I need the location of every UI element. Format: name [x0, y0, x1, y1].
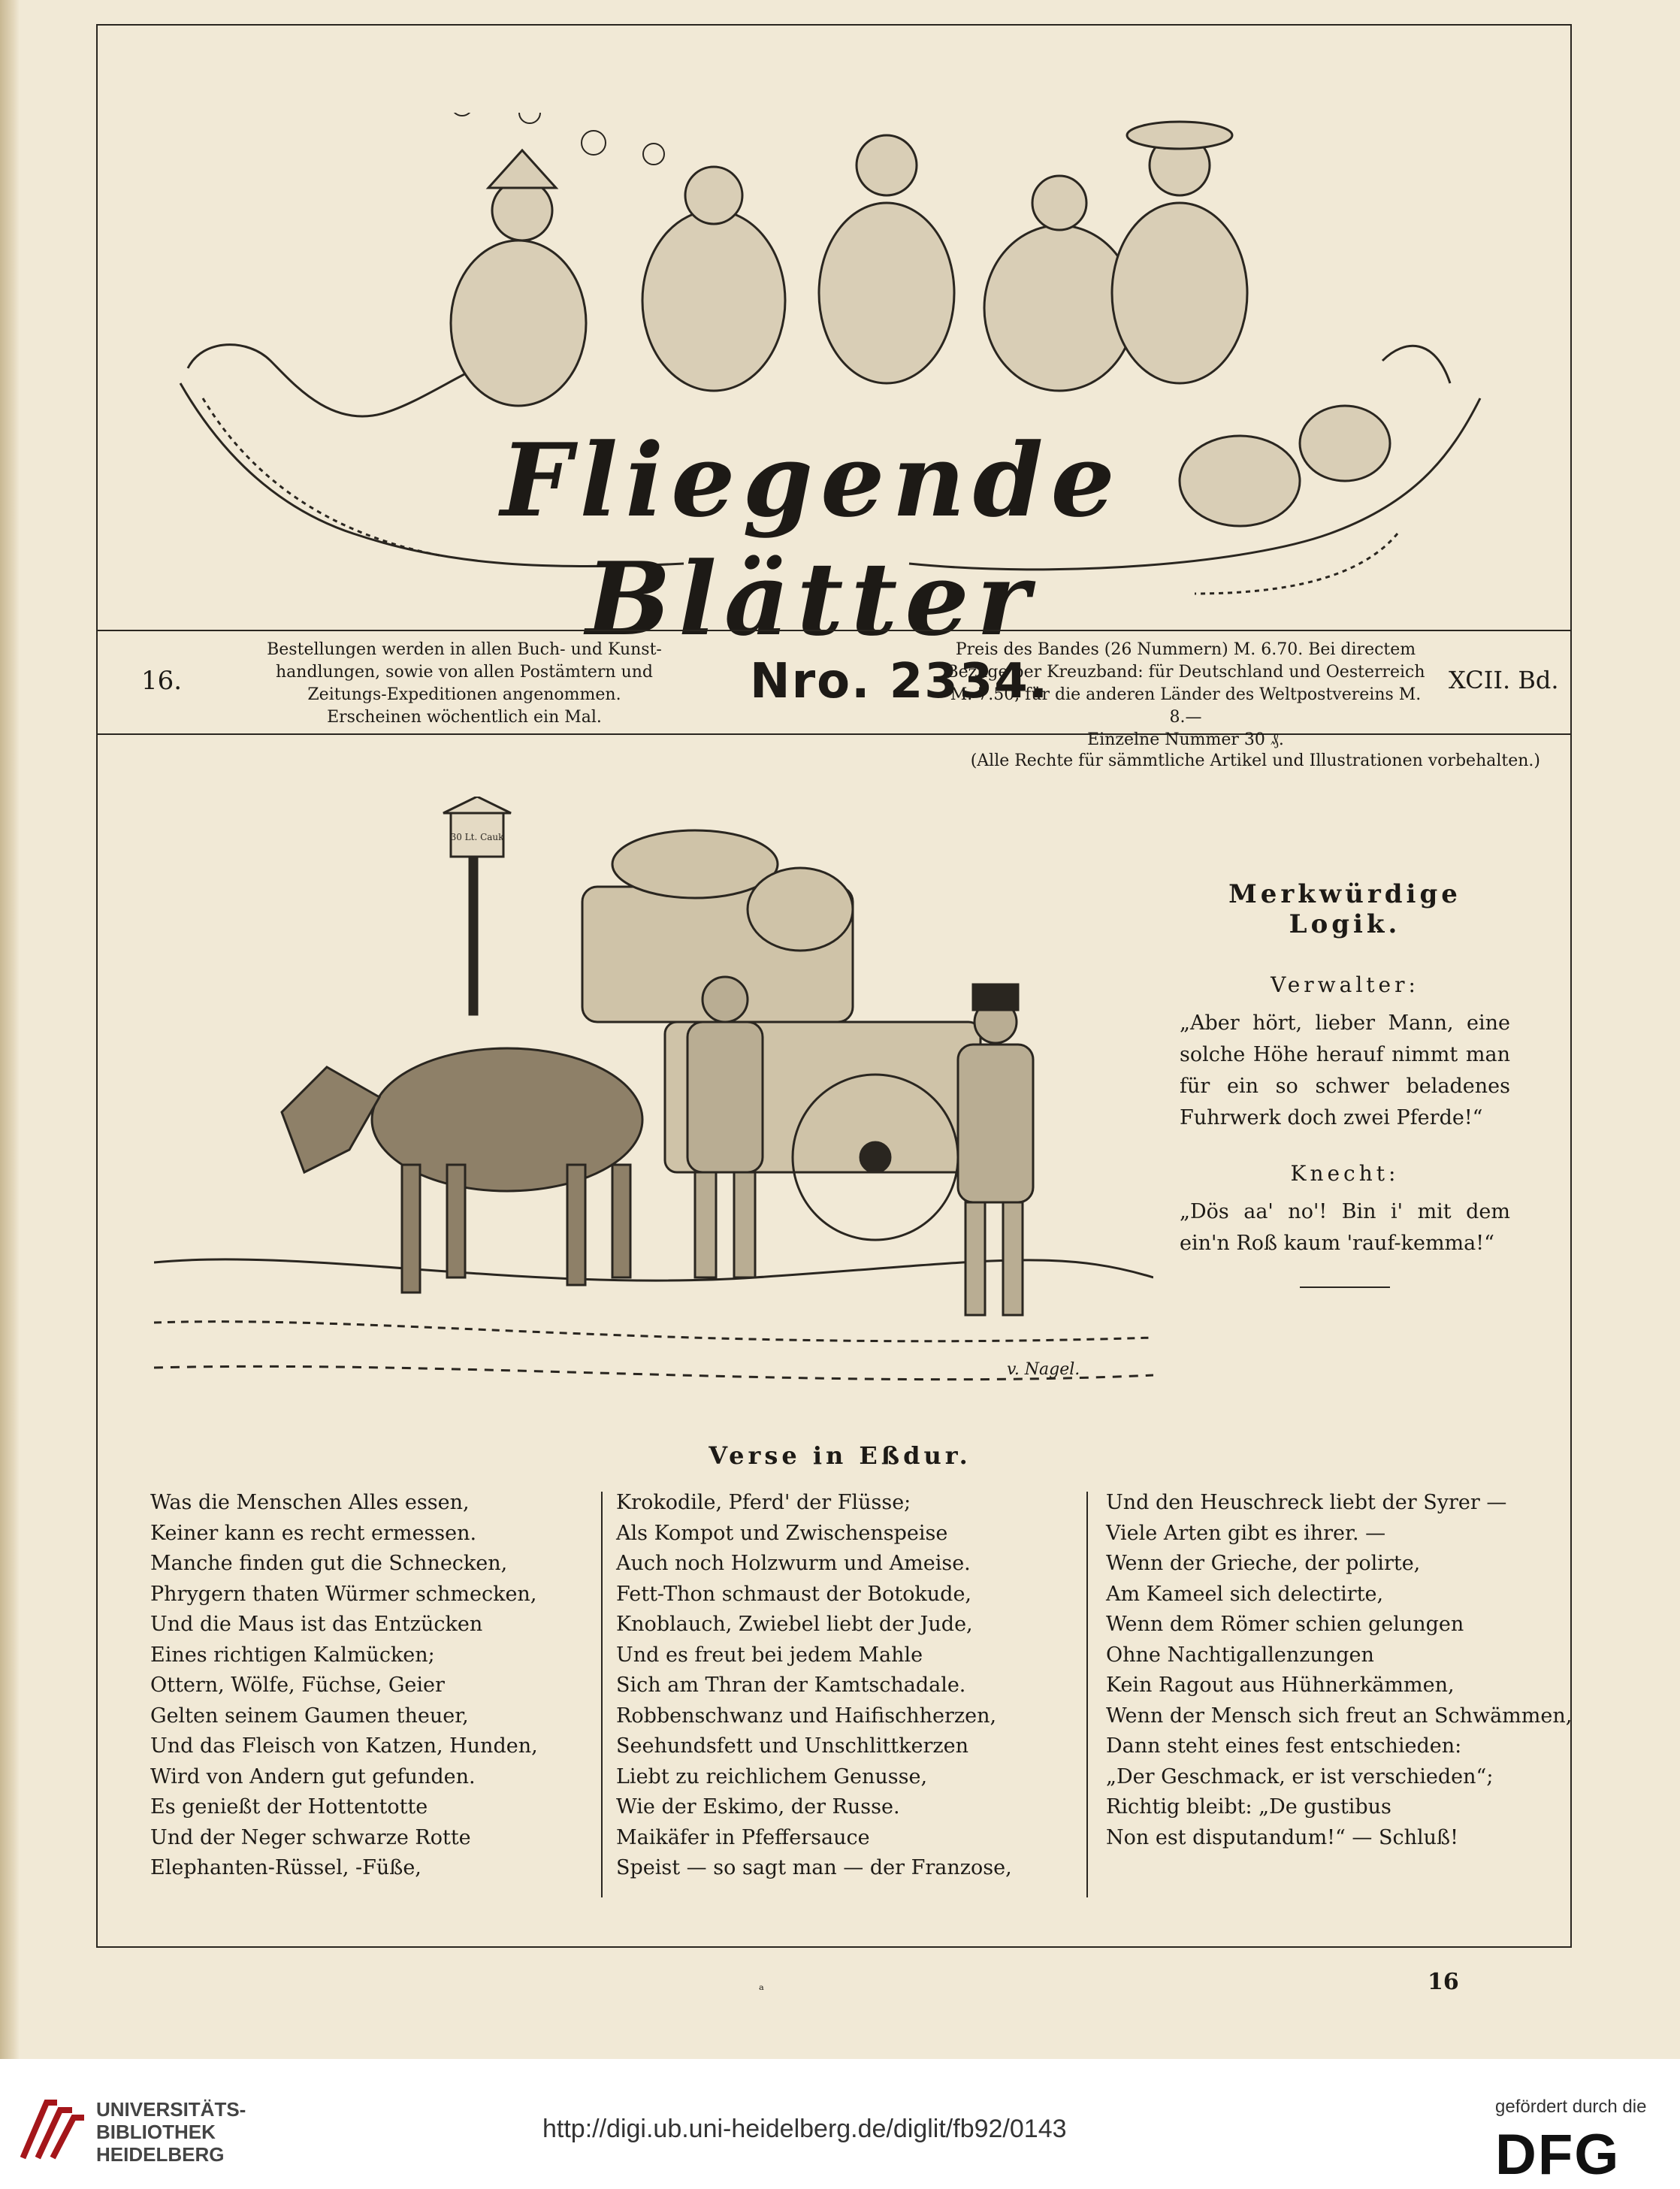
price-line: Bezuge per Kreuzband: für Deutschland und Oesterreich — [946, 663, 1425, 682]
funded-by-label: gefördert durch die — [1495, 2097, 1647, 2117]
university-name — [96, 2098, 246, 2166]
info-bar — [96, 630, 1572, 749]
verse-line: Manche finden gut die Schnecken, — [150, 1552, 508, 1575]
volume-number: XCII. Bd. — [1449, 666, 1559, 694]
verse-line: „Der Geschmack, er ist verschieden“; — [1106, 1764, 1494, 1788]
speech-servant: „Dös aa' no'! Bin i' mit dem ein'n Roß kaum 'rauf-kemma!“ — [1180, 1200, 1510, 1255]
verse-line: Phrygern thaten Würmer schmecken, — [150, 1582, 537, 1606]
university-logo-icon — [17, 2095, 86, 2164]
verse-column-3 — [1106, 1488, 1573, 1853]
book-spine-shadow — [0, 0, 20, 2059]
verse-line: Und es freut bei jedem Mahle — [616, 1643, 923, 1667]
verse-line: Wird von Andern gut gefunden. — [150, 1764, 476, 1788]
verse-line: Elephanten-Rüssel, -Füße, — [150, 1856, 422, 1879]
ordering-line: Zeitungs-Expeditionen angenommen. — [307, 685, 621, 704]
verse-column-1 — [150, 1488, 586, 1884]
page-mark: ᵃ — [759, 1982, 764, 1998]
verse-line: Als Kompot und Zwischenspeise — [616, 1521, 948, 1545]
sign-text: 30 Lt. Cauk — [450, 832, 504, 842]
ordering-line: handlungen, sowie von allen Postämtern und — [275, 663, 653, 682]
verse-line: Und die Maus ist das Entzücken — [150, 1613, 483, 1636]
verse-column-2 — [616, 1488, 1067, 1884]
verse-line: Wenn dem Römer schien gelungen — [1106, 1613, 1464, 1636]
verse-line: Seehundsfett und Unschlittkerzen — [616, 1734, 968, 1758]
masthead-title: Fliegende Blätter — [500, 421, 1123, 658]
price-line: M. 7.50, für die anderen Länder des Weltpostvereins M. 8.— — [950, 685, 1422, 727]
verse-line: Maikäfer in Pfeffersauce — [616, 1825, 870, 1849]
verse-line: Kein Ragout aus Hühnerkämmen, — [1106, 1673, 1455, 1697]
verse-line: Dann steht eines fest entschieden: — [1106, 1734, 1462, 1758]
verse-line: Eines richtigen Kalmücken; — [150, 1643, 435, 1667]
cart-illustration — [154, 797, 1153, 1398]
verse-line: Es genießt der Hottentotte — [150, 1795, 428, 1819]
verse-title: Verse in Eßdur. — [709, 1441, 971, 1470]
price-info — [945, 639, 1426, 751]
speech-manager: „Aber hört, lieber Mann, eine solche Höhe herauf nimmt man für ein so schwer beladenes Fuhrwerk doch zwei Pferde!“ — [1180, 1011, 1510, 1129]
verse-line: Wenn der Grieche, der polirte, — [1106, 1552, 1421, 1575]
artist-signature: v. Nagel. — [1007, 1360, 1080, 1379]
verse-line: Richtig bleibt: „De gustibus — [1106, 1795, 1391, 1819]
verse-line: Liebt zu reichlichem Genusse, — [616, 1764, 928, 1788]
speaker-manager: Verwalter: — [1271, 972, 1419, 997]
ordering-info — [201, 639, 727, 729]
source-url[interactable]: http://digi.ub.uni-heidelberg.de/diglit/fb92/0143 — [542, 2115, 1067, 2143]
verse-line: Non est disputandum!“ — Schluß! — [1106, 1825, 1458, 1849]
dfg-logo: DFG — [1495, 2123, 1621, 2187]
verse-line: Was die Menschen Alles essen, — [150, 1491, 470, 1514]
speaker-servant: Knecht: — [1290, 1161, 1400, 1186]
university-name-line: UNIVERSITÄTS- — [96, 2098, 246, 2121]
verse-line: Wenn der Mensch sich freut an Schwämmen, — [1106, 1704, 1573, 1728]
verse-line: Krokodile, Pferd' der Flüsse; — [616, 1491, 911, 1514]
verse-line: Robbenschwanz und Haifischherzen, — [616, 1704, 997, 1728]
logic-title: Merkwürdige Logik. — [1228, 879, 1461, 939]
verse-line: Gelten seinem Gaumen theuer, — [150, 1704, 469, 1728]
price-line: Preis des Bandes (26 Nummern) M. 6.70. Bei directem — [955, 640, 1416, 659]
ordering-line: Erscheinen wöchentlich ein Mal. — [327, 708, 602, 727]
verse-line: Keiner kann es recht ermessen. — [150, 1521, 477, 1545]
page-number: 16 — [1428, 1969, 1459, 1995]
university-name-line: BIBLIOTHEK — [96, 2121, 216, 2143]
verse-line: Ohne Nachtigallenzungen — [1106, 1643, 1374, 1667]
verse-line: Am Kameel sich delectirte, — [1106, 1582, 1384, 1606]
verse-line: Ottern, Wölfe, Füchse, Geier — [150, 1673, 445, 1697]
verse-line: Viele Arten gibt es ihrer. — — [1106, 1521, 1386, 1545]
digitization-footer — [0, 2059, 1680, 2189]
verse-line: Und das Fleisch von Katzen, Hunden, — [150, 1734, 538, 1758]
verse-line: Knoblauch, Zwiebel liebt der Jude, — [616, 1613, 973, 1636]
section-number: 16. — [141, 666, 183, 696]
section-divider — [1300, 1286, 1390, 1288]
price-line: Einzelne Nummer 30 ₰. — [1087, 730, 1284, 749]
column-divider — [601, 1492, 603, 1897]
column-divider — [1086, 1492, 1088, 1897]
verse-line: Fett-Thon schmaust der Botokude, — [616, 1582, 972, 1606]
ordering-line: Bestellungen werden in allen Buch- und Kunst- — [267, 640, 662, 659]
verse-line: Wie der Eskimo, der Russe. — [616, 1795, 900, 1819]
verse-line: Und der Neger schwarze Rotte — [150, 1825, 471, 1849]
verse-line: Und den Heuschreck liebt der Syrer — — [1106, 1491, 1507, 1514]
university-name-line: HEIDELBERG — [96, 2143, 225, 2166]
issue-number: Nro. 2334. — [750, 654, 1050, 709]
verse-line: Auch noch Holzwurm und Ameise. — [616, 1552, 971, 1575]
rights-note: (Alle Rechte für sämmtliche Artikel und Illustrationen vorbehalten.) — [970, 751, 1540, 770]
verse-line: Speist — so sagt man — der Franzose, — [616, 1856, 1012, 1879]
logic-article — [1180, 879, 1510, 1288]
verse-line: Sich am Thran der Kamtschadale. — [616, 1673, 966, 1697]
